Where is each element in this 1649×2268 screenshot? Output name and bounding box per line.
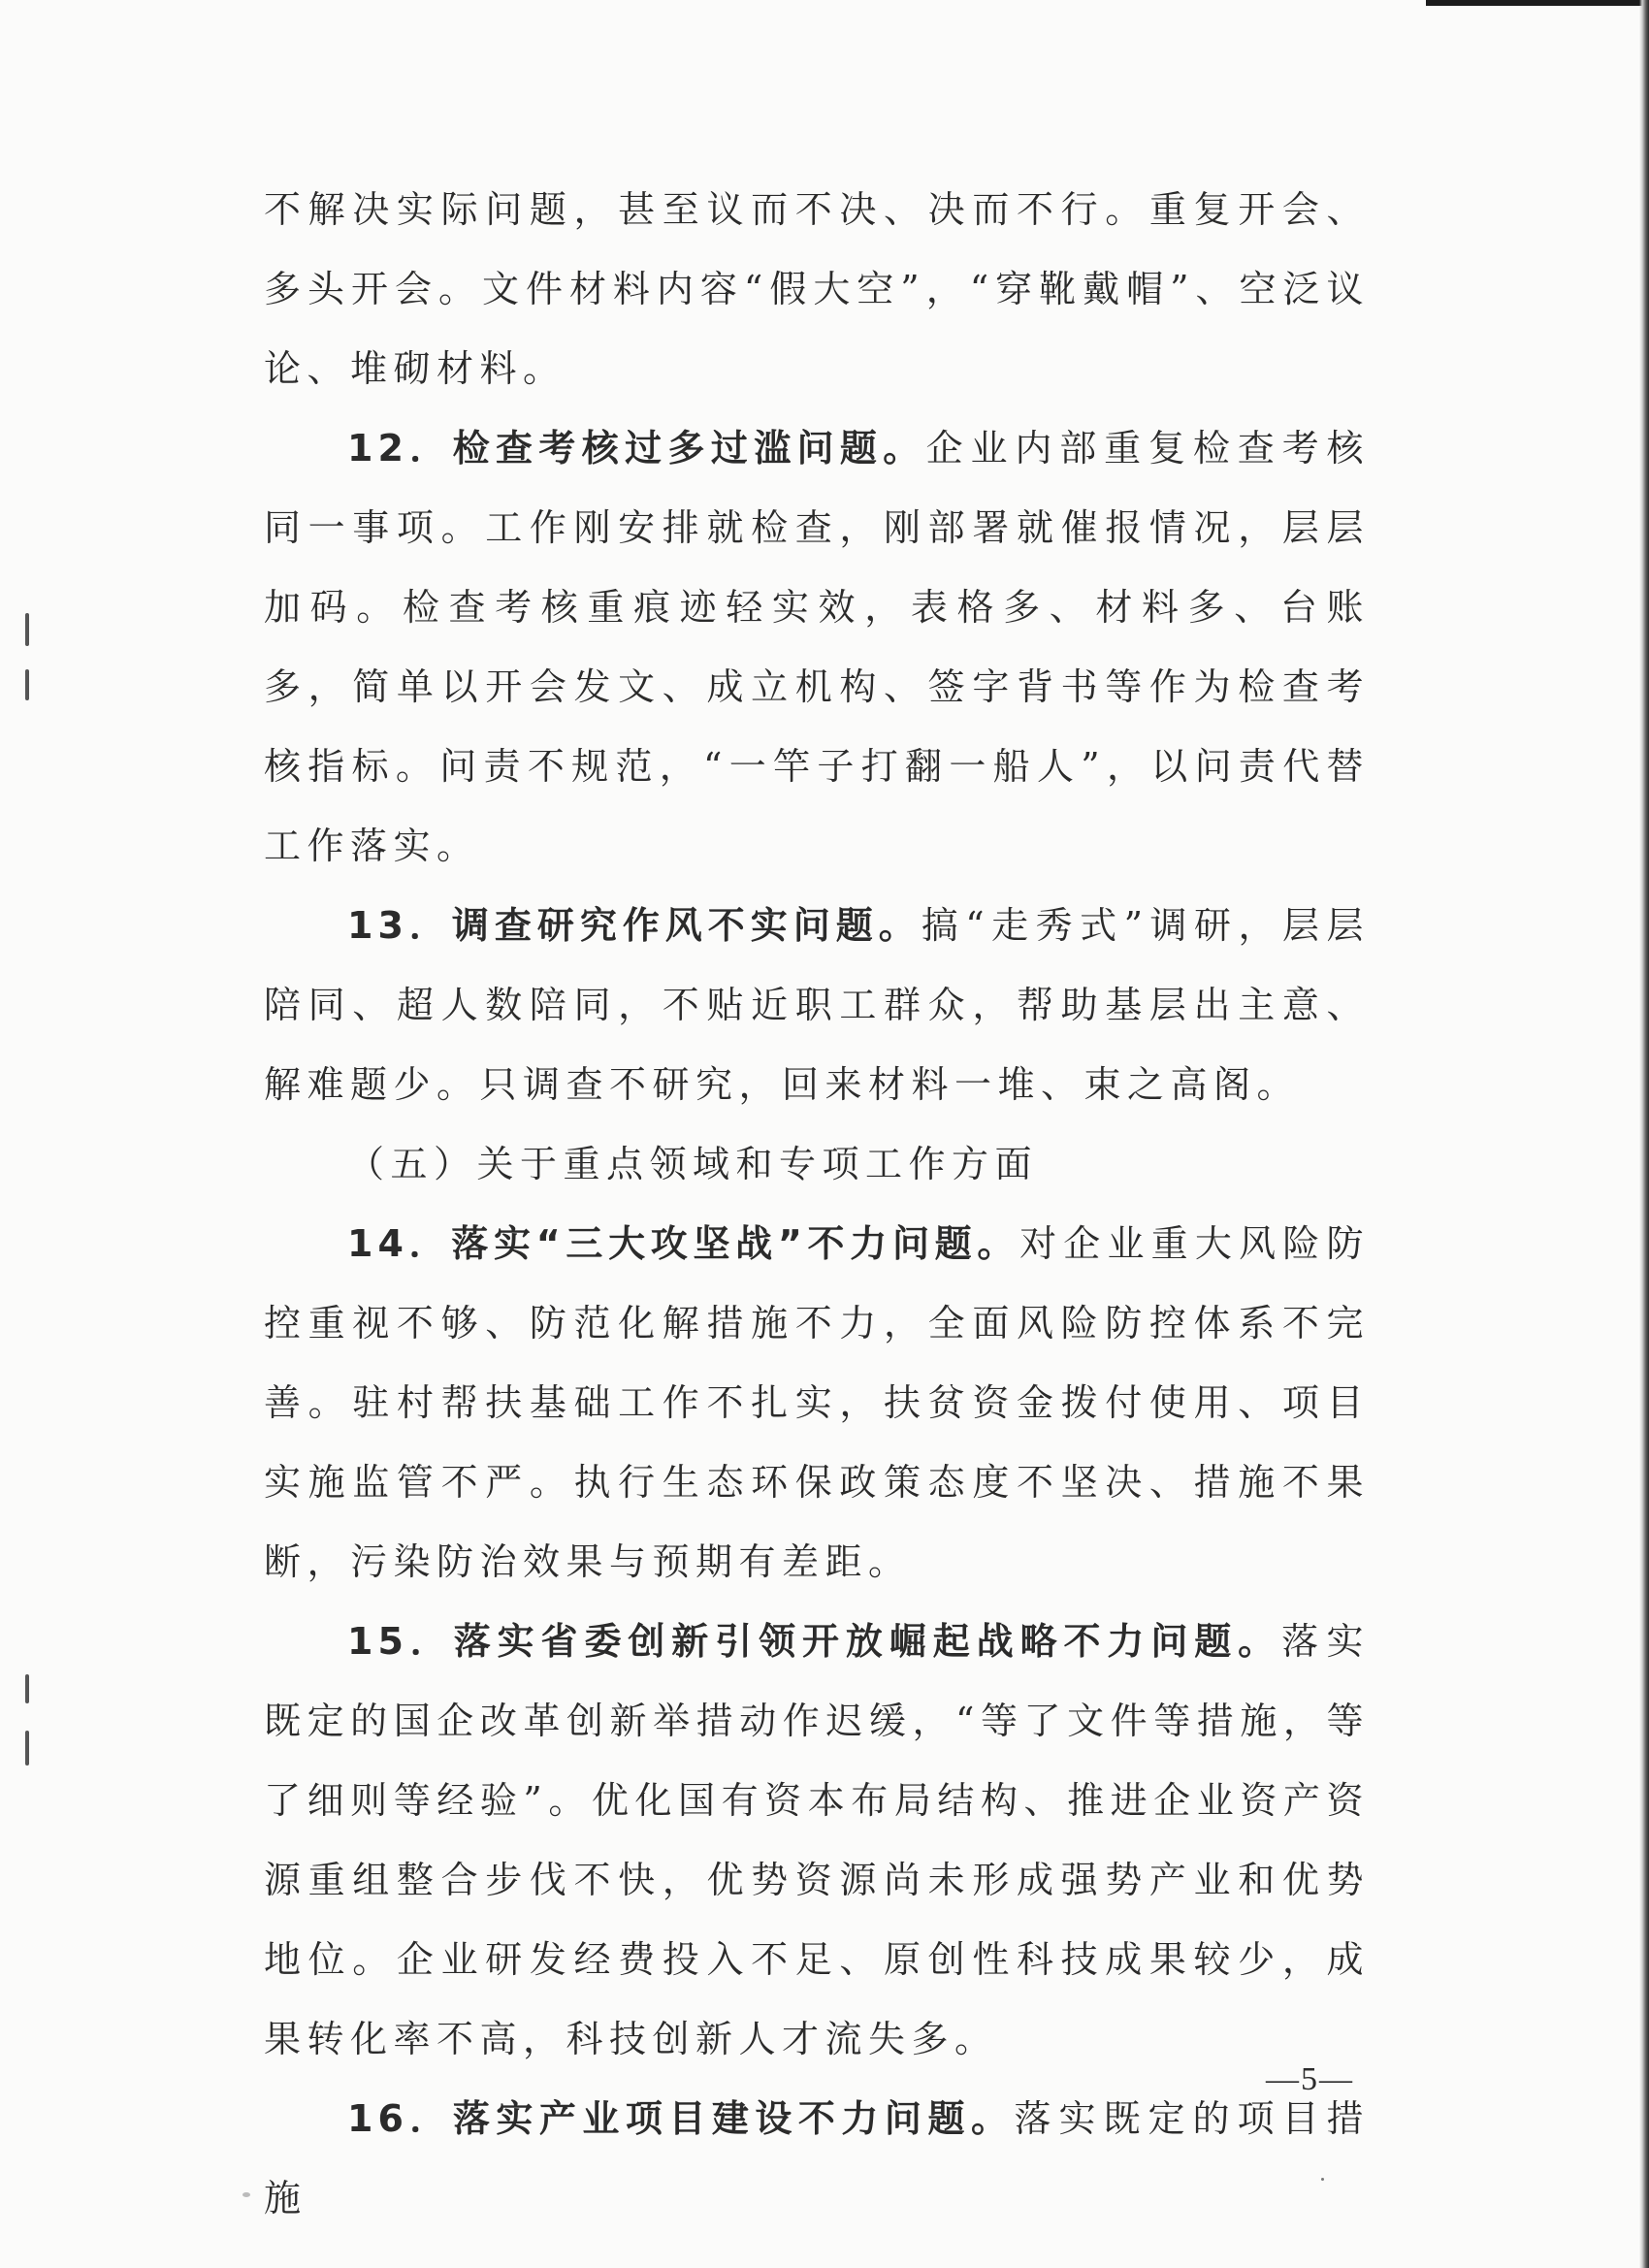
paragraph-text: 落实既定的国企改革创新举措动作迟缓，“等了文件等措施，等了细则等经验”。优化国有资本布局结构、推进企业资产资源重组整合步伐不快，优势资源尚未形成强势产业和优势地位。企业研发经费投入不足、原创性科技成果较少，成果转化率不高，科技创新人才流失多。 bbox=[264, 1620, 1370, 2060]
scan-edge-top bbox=[1426, 0, 1649, 6]
page-number: —5— bbox=[1266, 2061, 1354, 2097]
item-heading: 12．检查考核过多过滥问题。 bbox=[347, 427, 926, 470]
item-heading: 14．落实“三大攻坚战”不力问题。 bbox=[347, 1222, 1020, 1265]
scan-edge-right bbox=[1639, 0, 1649, 2268]
scan-speck bbox=[242, 2192, 250, 2197]
item-heading: 16．落实产业项目建设不力问题。 bbox=[347, 2097, 1015, 2140]
paragraph-continuation bbox=[264, 170, 1370, 408]
section-heading: （五）关于重点领域和专项工作方面 bbox=[347, 1143, 1039, 1185]
binding-staple-mark bbox=[25, 1731, 29, 1766]
paragraph-item-14 bbox=[264, 1204, 1370, 1602]
paragraph-item-13 bbox=[264, 886, 1370, 1124]
item-heading: 15．落实省委创新引领开放崛起战略不力问题。 bbox=[347, 1620, 1282, 1663]
binding-staple-mark bbox=[25, 669, 29, 700]
paragraph-item-16 bbox=[264, 2079, 1370, 2238]
paragraph-text: 搞“走秀式”调研，层层陪同、超人数陪同，不贴近职工群众，帮助基层出主意、解难题少。只调查不研究，回来材料一堆、束之高阁。 bbox=[264, 904, 1370, 1106]
paragraph-text: 对企业重大风险防控重视不够、防范化解措施不力，全面风险防控体系不完善。驻村帮扶基础工作不扎实，扶贫资金拨付使用、项目实施监管不严。执行生态环保政策态度不坚决、措施不果断，污染防治效果与预期有差距。 bbox=[264, 1222, 1370, 1583]
binding-staple-mark bbox=[25, 613, 29, 646]
item-heading: 13．调查研究作风不实问题。 bbox=[347, 904, 922, 947]
paragraph-text: 不解决实际问题，甚至议而不决、决而不行。重复开会、多头开会。文件材料内容“假大空”，“穿靴戴帽”、空泛议论、堆砌材料。 bbox=[264, 188, 1370, 390]
paragraph-item-12 bbox=[264, 408, 1370, 886]
paragraph-text: 企业内部重复检查考核同一事项。工作刚安排就检查，刚部署就催报情况，层层加码。检查考核重痕迹轻实效，表格多、材料多、台账多，简单以开会发文、成立机构、签字背书等作为检查考核指标。问责不规范，“一竿子打翻一船人”，以问责代替工作落实。 bbox=[264, 427, 1370, 867]
binding-staple-mark bbox=[25, 1674, 29, 1703]
document-body bbox=[264, 170, 1370, 2238]
paragraph-item-15 bbox=[264, 1602, 1370, 2079]
paragraph-text: 落实既定的项目措施 bbox=[264, 2097, 1370, 2219]
